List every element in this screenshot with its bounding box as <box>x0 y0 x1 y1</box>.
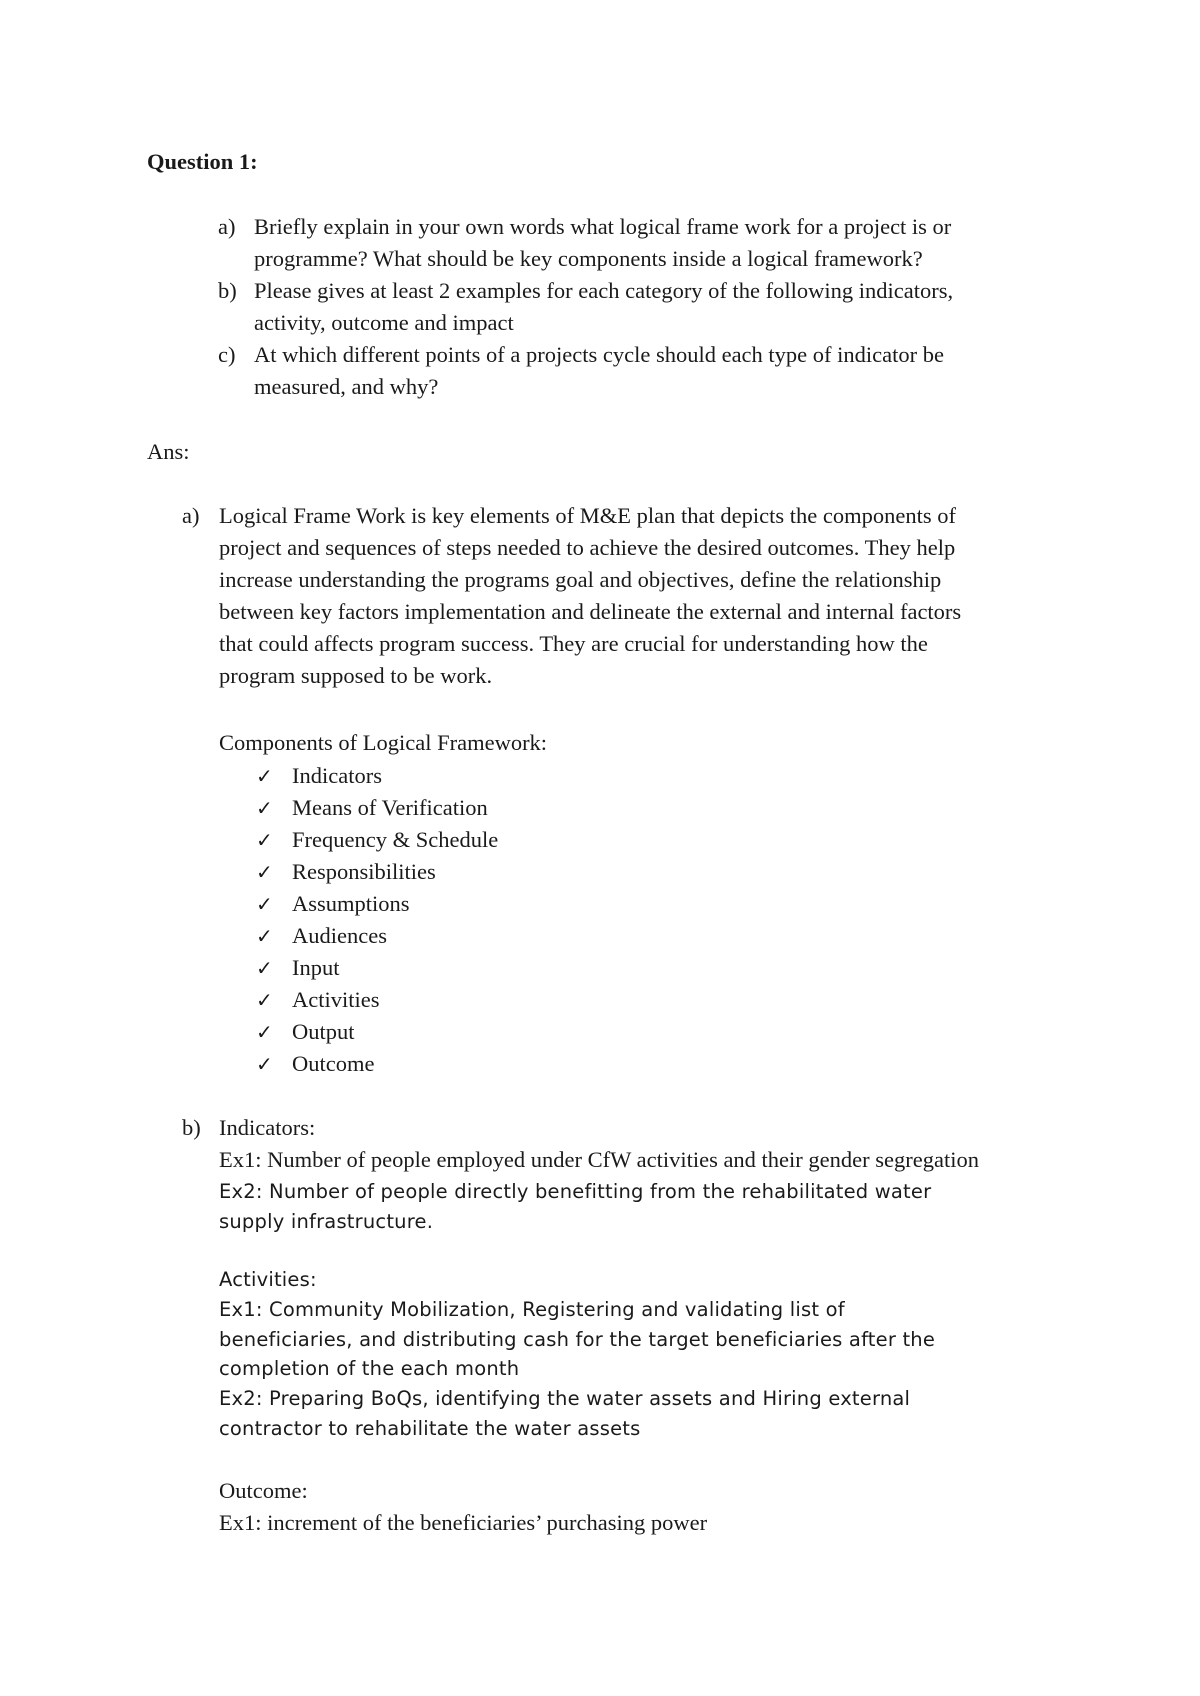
question-item-line: Please gives at least 2 examples for each category of the following indicators, <box>254 278 954 303</box>
checklist-item-label: Assumptions <box>292 891 410 916</box>
paragraph-line: Logical Frame Work is key elements of M&E plan that depicts the components of <box>219 503 956 528</box>
question-item-line: measured, and why? <box>254 374 439 399</box>
paragraph-line: that could affects program success. They are crucial for understanding how the <box>219 631 928 656</box>
checklist-item-label: Output <box>292 1019 355 1044</box>
answer-a-label: a) <box>182 503 200 528</box>
checkmark-icon: ✓ <box>256 1020 273 1044</box>
answer-heading: Ans: <box>147 439 190 464</box>
checklist-item-label: Activities <box>292 987 380 1012</box>
outcome-example-1: Ex1: increment of the beneficiaries’ purchasing power <box>219 1510 708 1535</box>
checklist-item-label: Indicators <box>292 763 382 788</box>
checkmark-icon: ✓ <box>256 764 273 788</box>
checkmark-icon: ✓ <box>256 1052 273 1076</box>
activities-example-1 <box>219 1295 935 1384</box>
checkmark-icon: ✓ <box>256 988 273 1012</box>
checklist-item-label: Means of Verification <box>292 795 488 820</box>
paragraph-line: project and sequences of steps needed to achieve the desired outcomes. They help <box>219 535 956 560</box>
checkmark-icon: ✓ <box>256 924 273 948</box>
answer-a-paragraph <box>219 500 961 692</box>
paragraph-line: program supposed to be work. <box>219 663 493 688</box>
checklist-item-label: Responsibilities <box>292 859 436 884</box>
question-item-line: activity, outcome and impact <box>254 310 514 335</box>
indicators-heading: Indicators: <box>219 1115 316 1140</box>
checkmark-icon: ✓ <box>256 956 273 980</box>
question-item-label: b) <box>218 278 237 303</box>
answer-b-label: b) <box>182 1115 201 1140</box>
checklist-item-label: Input <box>292 955 340 980</box>
checkmark-icon: ✓ <box>256 860 273 884</box>
question-item-line: programme? What should be key components inside a logical framework? <box>254 246 923 271</box>
question-item-line: At which different points of a projects cycle should each type of indicator be <box>254 342 944 367</box>
example-line: beneficiaries, and distributing cash for the target beneficiaries after the <box>219 1327 936 1351</box>
checklist-item-label: Audiences <box>292 923 387 948</box>
example-line: Ex2: Number of people directly benefitting from the rehabilitated water <box>219 1180 932 1203</box>
activities-heading: Activities: <box>219 1268 317 1291</box>
checkmark-icon: ✓ <box>256 892 273 916</box>
indicators-example-2 <box>219 1177 931 1236</box>
example-line: supply infrastructure. <box>219 1209 434 1233</box>
question-item-label: a) <box>218 214 236 239</box>
indicators-example-1: Ex1: Number of people employed under CfW activities and their gender segregation <box>219 1147 979 1172</box>
example-line: Ex2: Preparing BoQs, identifying the water assets and Hiring external <box>219 1387 911 1410</box>
checklist-item-label: Outcome <box>292 1051 375 1076</box>
checkmark-icon: ✓ <box>256 828 273 852</box>
example-line: completion of the each month <box>219 1357 520 1380</box>
checkmark-icon: ✓ <box>256 796 273 820</box>
example-line: contractor to rehabilitate the water assets <box>219 1416 641 1440</box>
example-line: Ex1: Community Mobilization, Registering and validating list of <box>219 1298 845 1321</box>
activities-example-2 <box>219 1384 910 1443</box>
paragraph-line: between key factors implementation and delineate the external and internal factors <box>219 599 962 624</box>
checklist-item-label: Frequency & Schedule <box>292 827 499 852</box>
components-heading: Components of Logical Framework: <box>219 730 548 755</box>
outcome-heading: Outcome: <box>219 1478 308 1503</box>
question-item-line: Briefly explain in your own words what logical frame work for a project is or <box>254 214 952 239</box>
question-title: Question 1: <box>147 149 258 174</box>
paragraph-line: increase understanding the programs goal and objectives, define the relationship <box>219 567 942 592</box>
question-item-label: c) <box>218 342 236 367</box>
